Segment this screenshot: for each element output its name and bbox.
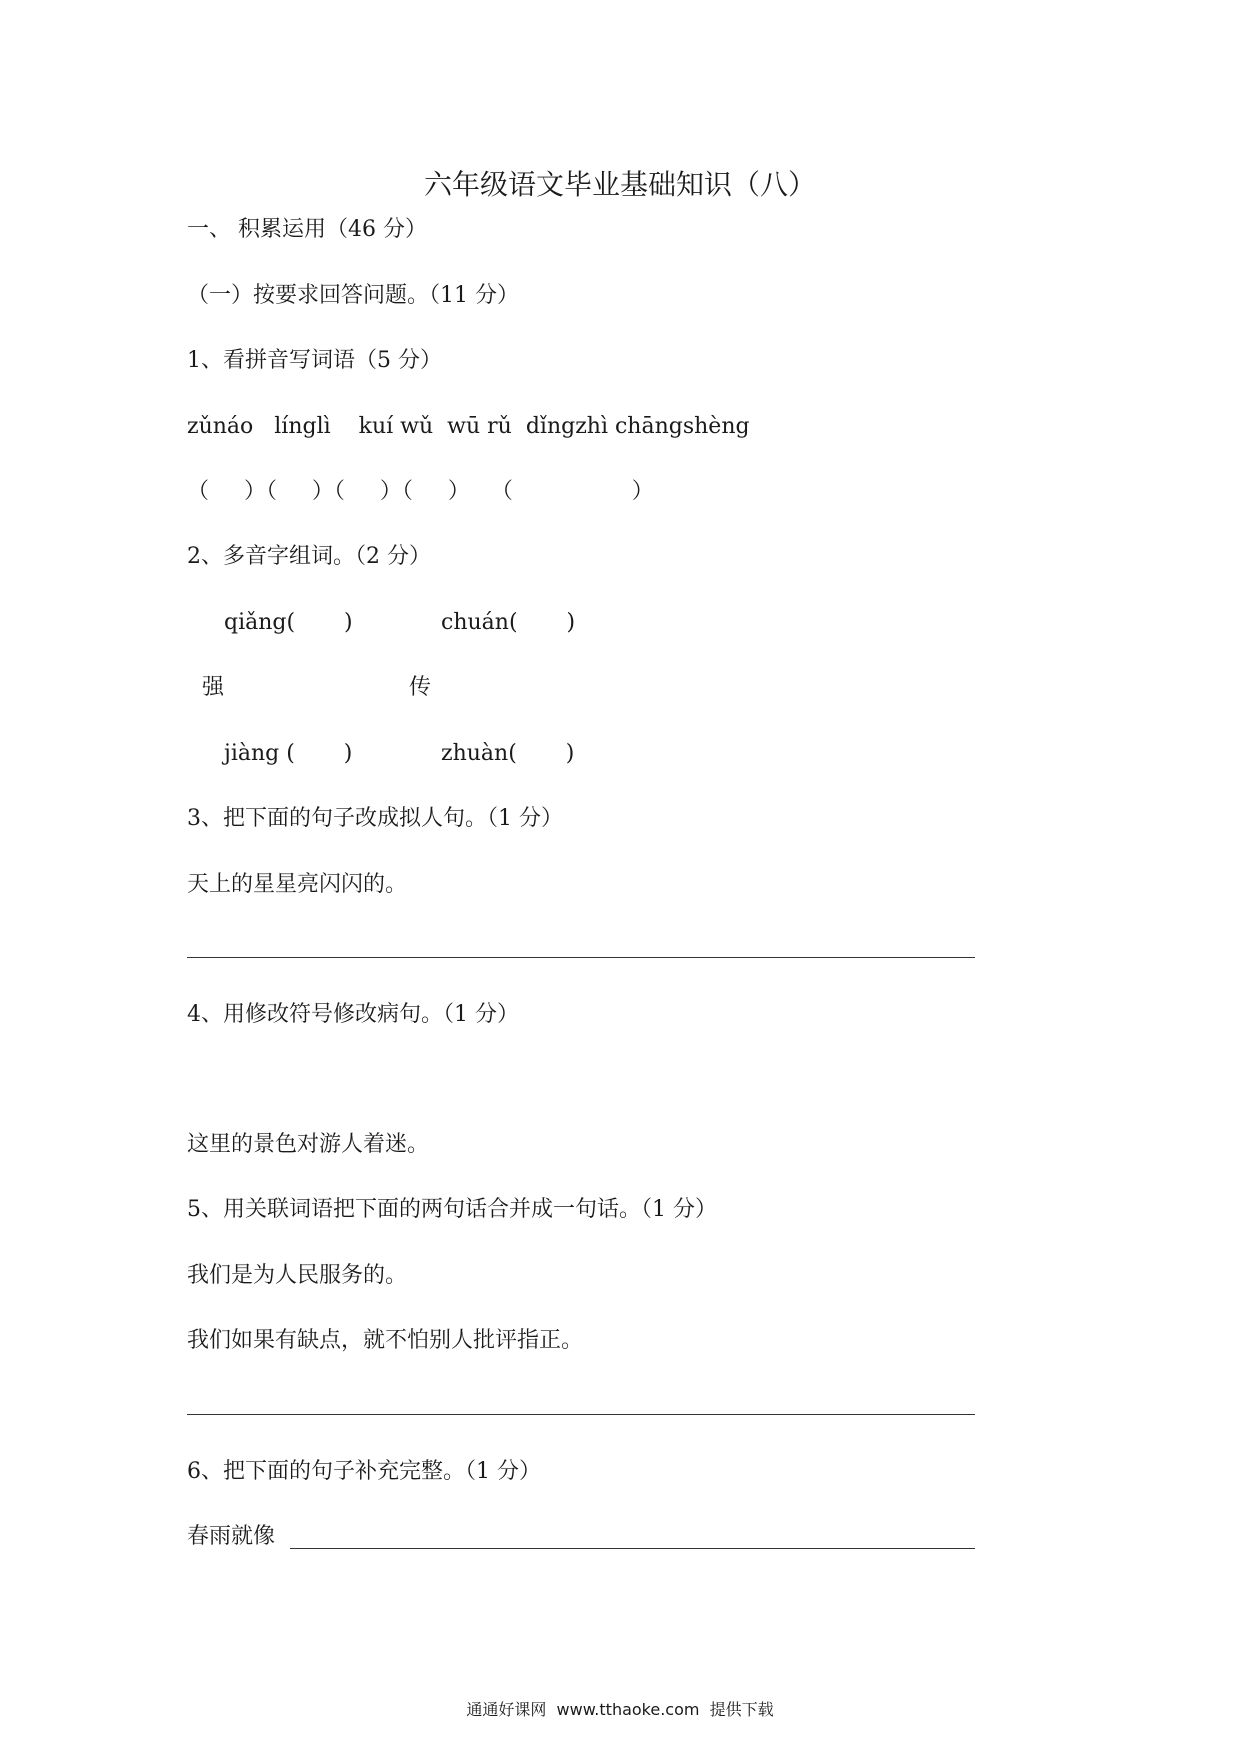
answer-line-3 — [187, 957, 975, 958]
page-title: 六年级语文毕业基础知识（八） — [423, 168, 816, 201]
question-2-label: 2、多音字组词。（2 分） — [187, 544, 431, 569]
question-4-sentence: 这里的景色对游人着迷。 — [187, 1132, 430, 1157]
polyphone-chuan-top: chuán( ) — [441, 610, 576, 635]
question-3-label: 3、把下面的句子改成拟人句。（1 分） — [187, 806, 563, 831]
polyphone-jiang-bottom: jiàng ( ) — [224, 741, 353, 766]
question-4-label: 4、用修改符号修改病句。（1 分） — [187, 1002, 519, 1027]
question-5-label: 5、用关联词语把下面的两句话合并成一句话。（1 分） — [187, 1197, 717, 1222]
polyphone-char-qiang: 强 — [202, 675, 225, 700]
question-6-prefix: 春雨就像 — [187, 1524, 276, 1549]
question-3-sentence: 天上的星星亮闪闪的。 — [187, 872, 408, 897]
footer-credit: 通通好课网 www.tthaoke.com 提供下载 — [466, 1700, 774, 1719]
section-heading: 一、 积累运用（46 分） — [187, 217, 427, 242]
question-6-label: 6、把下面的句子补充完整。（1 分） — [187, 1459, 541, 1484]
polyphone-zhuan-bottom: zhuàn( ) — [441, 741, 575, 766]
question-1-blanks: （ ）（ ）（ ）（ ） （ ） — [187, 479, 654, 504]
answer-line-6 — [290, 1548, 975, 1549]
question-5-sentence-2: 我们如果有缺点，就不怕别人批评指正。 — [187, 1328, 584, 1353]
question-5-sentence-1: 我们是为人民服务的。 — [187, 1263, 408, 1288]
polyphone-char-chuan: 传 — [409, 675, 432, 700]
question-1-label: 1、看拼音写词语（5 分） — [187, 348, 442, 373]
answer-line-5 — [187, 1414, 975, 1415]
subsection-heading: （一）按要求回答问题。（11 分） — [187, 283, 519, 308]
question-1-pinyin: zǔnáo línglì kuí wǔ wū rǔ dǐngzhì chāngshèng — [187, 414, 750, 439]
polyphone-qiang-top: qiǎng( ) — [224, 610, 353, 635]
